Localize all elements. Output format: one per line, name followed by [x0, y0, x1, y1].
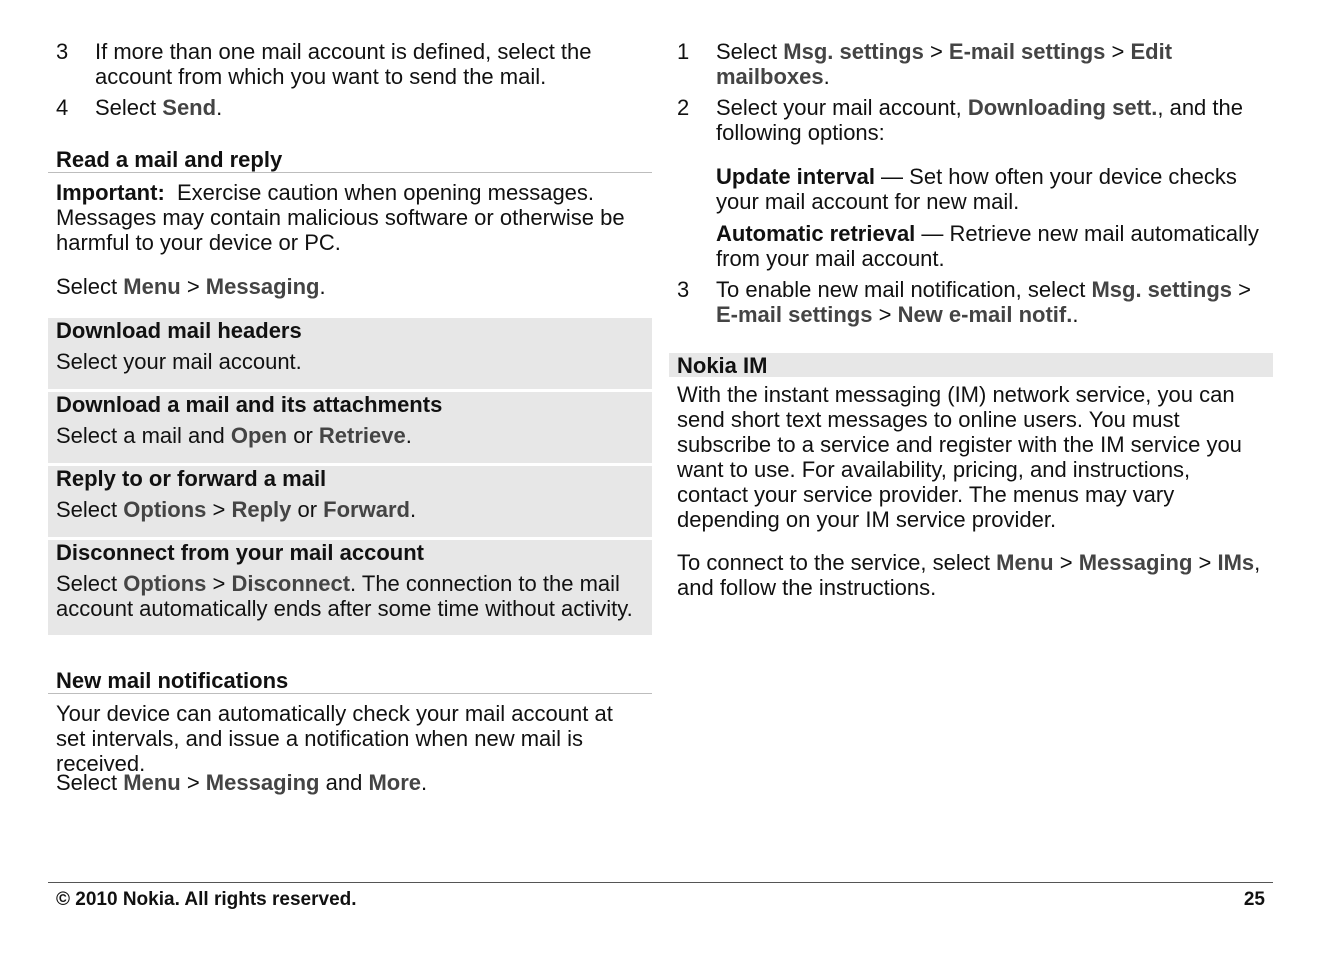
separator: > — [206, 497, 232, 522]
im-text: With the instant messaging (IM) network service, you can send short text messages to online users. You must subscribe to a service and register with the IM service you want to use. For availability, pricing, and instructions, contact your service provider. The menus may vary depending on your IM service provider. — [677, 382, 1242, 532]
option-label: Update interval — [716, 164, 875, 189]
box-text — [56, 423, 644, 448]
important-text: Exercise caution when opening messages. Messages may contain malicious software or otherwise be harmful to your device or PC. — [56, 180, 625, 255]
option-label: Automatic retrieval — [716, 221, 916, 246]
text: , and follow the instructions. — [677, 550, 1261, 600]
separator: > — [180, 274, 206, 299]
step-number: 4 — [56, 95, 69, 120]
text: Select — [56, 274, 124, 299]
ui-term-send: Send — [162, 95, 217, 120]
ui-term-edit-mailboxes: Edit mailboxes — [716, 39, 1173, 89]
ui-term-options: Options — [123, 571, 207, 596]
text: Select a mail and — [56, 423, 231, 448]
box-download-headers — [48, 318, 652, 392]
option-update-interval — [716, 164, 1273, 214]
ui-term-menu: Menu — [123, 770, 181, 795]
separator: > — [1105, 39, 1131, 64]
ui-term-email-settings: E-mail settings — [948, 39, 1106, 64]
page-footer — [48, 882, 1273, 910]
text: To connect to the service, select — [677, 550, 997, 575]
step-number: 3 — [56, 39, 69, 64]
separator: > — [180, 770, 206, 795]
separator: > — [872, 302, 898, 327]
ui-term-more: More — [368, 770, 421, 795]
step-number: 1 — [677, 39, 690, 64]
text: . — [1072, 302, 1079, 327]
ui-term-forward: Forward — [323, 497, 410, 522]
ui-term-messaging: Messaging — [1078, 550, 1193, 575]
ui-term-reply: Reply — [231, 497, 292, 522]
text: or — [291, 497, 324, 522]
step-number: 2 — [677, 95, 690, 120]
box-text — [56, 497, 644, 522]
step-text — [716, 39, 1273, 89]
ui-term-messaging: Messaging — [205, 770, 320, 795]
box-title: Reply to or forward a mail — [56, 466, 327, 491]
text: Select — [56, 770, 124, 795]
text: and — [319, 770, 369, 795]
step-text: If more than one mail account is defined, select the account from which you want to send the mail. — [95, 39, 592, 89]
separator: > — [1232, 277, 1251, 302]
section-heading-nokia-im: Nokia IM — [669, 353, 1273, 377]
option-text: — Retrieve new mail automatically from your mail account. — [716, 221, 1259, 271]
step-3 — [56, 39, 652, 89]
separator: > — [206, 571, 232, 596]
text: . — [823, 64, 830, 89]
text: . — [216, 95, 223, 120]
ui-term-new-email-notif: New e-mail notif. — [897, 302, 1073, 327]
text: Select — [56, 571, 124, 596]
box-disconnect — [48, 540, 652, 635]
step-text — [716, 277, 1273, 327]
box-title: Disconnect from your mail account — [56, 540, 424, 565]
text: . — [405, 423, 412, 448]
ui-term-msg-settings: Msg. settings — [783, 39, 924, 64]
text: . The connection to the mail account automatically ends after some time without activity. — [56, 571, 633, 621]
step-4 — [56, 95, 222, 120]
ui-term-email-settings: E-mail settings — [716, 302, 873, 327]
box-text — [56, 571, 644, 621]
ui-term-menu: Menu — [123, 274, 181, 299]
box-title: Download mail headers — [56, 318, 302, 343]
step-number: 3 — [677, 277, 690, 302]
text: Select — [716, 39, 784, 64]
ui-term-retrieve: Retrieve — [318, 423, 406, 448]
notifications-text: Your device can automatically check your mail account at set intervals, and issue a notification when new mail is received. — [56, 701, 613, 776]
step-3-right — [677, 277, 1273, 327]
text: . — [421, 770, 428, 795]
task-boxes — [48, 318, 652, 635]
section-heading-notifications: New mail notifications — [48, 668, 652, 694]
separator: > — [1192, 550, 1218, 575]
ui-term-open: Open — [230, 423, 288, 448]
important-note — [48, 180, 652, 255]
text: Select — [95, 95, 163, 120]
step-1 — [677, 39, 1273, 89]
text: . — [319, 274, 326, 299]
option-automatic-retrieval — [716, 221, 1273, 271]
box-download-attachments — [48, 392, 652, 466]
ui-term-disconnect: Disconnect — [231, 571, 351, 596]
important-label: Important: — [56, 180, 165, 205]
page-number: 25 — [1243, 889, 1265, 910]
notifications-select-line — [48, 770, 652, 795]
separator: > — [1053, 550, 1079, 575]
ui-term-menu: Menu — [996, 550, 1054, 575]
box-text: Select your mail account. — [56, 349, 302, 374]
text: , and the following options: — [716, 95, 1243, 145]
ui-term-options: Options — [123, 497, 207, 522]
text: . — [409, 497, 417, 522]
text: Select your mail account, — [716, 95, 968, 120]
select-menu-line — [48, 274, 652, 299]
im-connect-line — [669, 550, 1273, 600]
text: Select — [56, 497, 124, 522]
text: To enable new mail notification, select — [716, 277, 1092, 302]
ui-term-downloading-sett: Downloading sett. — [967, 95, 1158, 120]
section-heading-read: Read a mail and reply — [48, 147, 652, 173]
text: or — [287, 423, 319, 448]
copyright: © 2010 Nokia. All rights reserved. — [56, 889, 357, 910]
step-2 — [677, 95, 1273, 145]
ui-term-messaging: Messaging — [205, 274, 320, 299]
ui-term-ims: IMs — [1217, 550, 1255, 575]
box-reply-forward — [48, 466, 652, 540]
step-text — [716, 95, 1273, 145]
option-text: — Set how often your device checks your mail account for new mail. — [716, 164, 1237, 214]
ui-term-msg-settings: Msg. settings — [1091, 277, 1233, 302]
step-text — [95, 95, 222, 120]
separator: > — [923, 39, 949, 64]
box-title: Download a mail and its attachments — [56, 392, 443, 417]
